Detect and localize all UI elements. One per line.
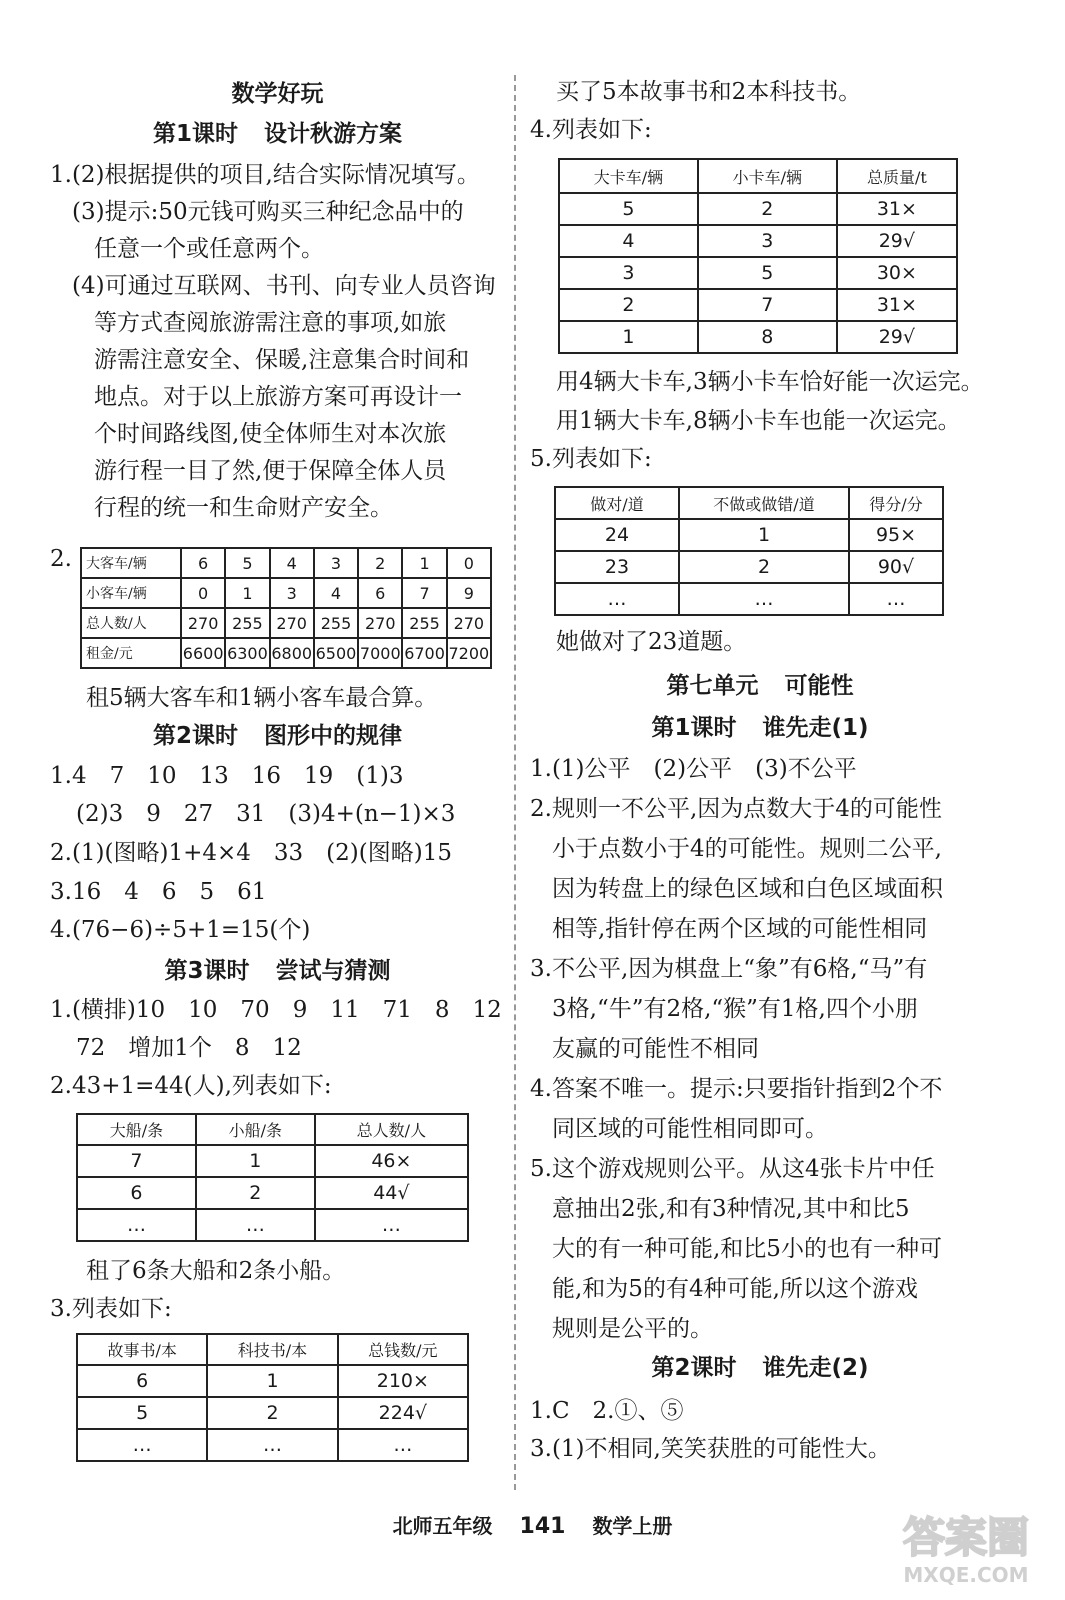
table-cell: 4 xyxy=(270,548,314,578)
lesson-name: 谁先走(2) xyxy=(762,1355,869,1381)
table-cell: 2 xyxy=(698,193,837,225)
table-cell: 1 xyxy=(559,321,698,353)
table-cell: 7 xyxy=(698,289,837,321)
table-cell: 29√ xyxy=(837,321,957,353)
table-row xyxy=(77,1429,468,1461)
watermark-logo xyxy=(880,1500,1055,1590)
lesson-name: 尝试与猜测 xyxy=(275,958,391,984)
table-header-cell: 总人数/人 xyxy=(315,1114,468,1145)
table-cell: 5 xyxy=(698,257,837,289)
table-cell: 90√ xyxy=(849,551,943,583)
table-cell: 270 xyxy=(358,608,402,638)
text-line: 行程的统一和生命财产安全。 xyxy=(94,495,393,521)
text-line: 规则是公平的。 xyxy=(552,1316,713,1342)
text-line: 4.答案不唯一。提示:只要指针指到2个不 xyxy=(530,1076,943,1102)
table-row xyxy=(77,1365,468,1397)
text-line: 1.C 2.①、⑤ xyxy=(530,1398,684,1424)
table-header-row xyxy=(559,159,957,193)
text-line: 意抽出2张,和有3种情况,其中和比5 xyxy=(552,1196,910,1222)
table-cell: 24 xyxy=(555,519,679,551)
question-label: 5.列表如下: xyxy=(530,446,652,472)
table-row xyxy=(81,608,491,638)
bus-table xyxy=(80,547,492,669)
table-cell: 6700 xyxy=(402,638,446,668)
table-header-cell: 故事书/本 xyxy=(77,1334,207,1365)
lesson-label: 第3课时 xyxy=(164,958,250,984)
table-cell: 3 xyxy=(698,225,837,257)
question-label: 3.列表如下: xyxy=(50,1296,172,1322)
table-cell: 租金/元 xyxy=(81,638,181,668)
text-line: 用4辆大卡车,3辆小卡车恰好能一次运完。 xyxy=(556,369,984,395)
text-line: 大的有一种可能,和比5小的也有一种可 xyxy=(552,1236,942,1262)
lesson-heading xyxy=(50,720,505,752)
lesson-label: 第1课时 xyxy=(152,121,238,147)
watermark-url: MXQE.COM xyxy=(903,1563,1029,1587)
text-line: 小于点数小于4的可能性。规则二公平, xyxy=(552,836,942,862)
table-cell: … xyxy=(338,1429,468,1461)
watermark-text: 答案圈 xyxy=(902,1513,1030,1562)
table-header-row xyxy=(77,1334,468,1365)
text-line: 2.规则一不公平,因为点数大于4的可能性 xyxy=(530,796,942,822)
table-cell: 总人数/人 xyxy=(81,608,181,638)
table-cell: 6500 xyxy=(314,638,358,668)
table-cell: 255 xyxy=(314,608,358,638)
table-cell: 9 xyxy=(447,578,491,608)
text-line: 3.16 4 6 5 61 xyxy=(50,879,267,905)
table-cell: 210× xyxy=(338,1365,468,1397)
table-cell: 95× xyxy=(849,519,943,551)
table-cell: 46× xyxy=(315,1145,468,1177)
table-cell: 2 xyxy=(679,551,849,583)
table-row xyxy=(555,583,943,615)
text-line: 买了5本故事书和2本科技书。 xyxy=(556,79,862,105)
table-row xyxy=(559,289,957,321)
table-header-cell: 不做或做错/道 xyxy=(679,487,849,519)
text-line: 等方式查阅旅游需注意的事项,如旅 xyxy=(94,310,447,336)
text-line: 她做对了23道题。 xyxy=(556,629,747,655)
text-line: 1.(1)公平 (2)公平 (3)不公平 xyxy=(530,756,857,782)
lesson-label: 第1课时 xyxy=(651,715,737,741)
table-row xyxy=(555,551,943,583)
table-cell: … xyxy=(849,583,943,615)
table-cell: 6600 xyxy=(181,638,225,668)
text-line: 2.(1)(图略)1+4×4 33 (2)(图略)15 xyxy=(50,840,452,866)
table-cell: 255 xyxy=(225,608,269,638)
table-cell: 3 xyxy=(559,257,698,289)
table-cell: 3 xyxy=(314,548,358,578)
table-cell: 2 xyxy=(196,1177,315,1209)
unit-label: 第七单元 xyxy=(666,673,759,699)
question-label: 4.列表如下: xyxy=(530,117,652,143)
text-line: (4)可通过互联网、书刊、向专业人员咨询 xyxy=(72,273,496,299)
column-divider xyxy=(514,75,516,1490)
text-line: 能,和为5的有4种可能,所以这个游戏 xyxy=(552,1276,918,1302)
table-cell: … xyxy=(679,583,849,615)
table-row xyxy=(77,1145,468,1177)
section-title: 数学好玩 xyxy=(231,81,324,107)
footer-grade: 北师五年级 xyxy=(392,1514,493,1538)
table-cell: 255 xyxy=(402,608,446,638)
table-header-cell: 大卡车/辆 xyxy=(559,159,698,193)
table-cell: 5 xyxy=(559,193,698,225)
text-line: 5.这个游戏规则公平。从这4张卡片中任 xyxy=(530,1156,935,1182)
question-label: 2. xyxy=(50,546,72,572)
table-row xyxy=(559,257,957,289)
boat-table xyxy=(76,1113,469,1242)
table-cell: … xyxy=(315,1209,468,1241)
table-cell: 4 xyxy=(559,225,698,257)
table-cell: 2 xyxy=(358,548,402,578)
table-cell: 2 xyxy=(207,1397,337,1429)
lesson-name: 谁先走(1) xyxy=(762,715,869,741)
table-cell: 6800 xyxy=(270,638,314,668)
table-cell: 7000 xyxy=(358,638,402,668)
table-row xyxy=(555,519,943,551)
unit-heading xyxy=(530,670,990,702)
table-cell: 6300 xyxy=(225,638,269,668)
table-row xyxy=(77,1177,468,1209)
table-row xyxy=(559,225,957,257)
text-line: 4.(76−6)÷5+1=15(个) xyxy=(50,917,311,943)
text-line: 1.(横排)10 10 70 9 11 71 8 12 xyxy=(50,997,502,1023)
page-number: 141 xyxy=(519,1514,566,1539)
text-line: 用1辆大卡车,8辆小卡车也能一次运完。 xyxy=(556,408,961,434)
table-cell: 0 xyxy=(447,548,491,578)
text-line: 游行程一目了然,便于保障全体人员 xyxy=(94,458,447,484)
table-cell: 7 xyxy=(402,578,446,608)
table-cell: 大客车/辆 xyxy=(81,548,181,578)
table-cell: 270 xyxy=(447,608,491,638)
text-line: 个时间路线图,使全体师生对本次旅 xyxy=(94,421,447,447)
text-line: 同区域的可能性相同即可。 xyxy=(552,1116,828,1142)
table-cell: 小客车/辆 xyxy=(81,578,181,608)
table-cell: 1 xyxy=(402,548,446,578)
text-line: 友赢的可能性不相同 xyxy=(552,1036,759,1062)
table-header-cell: 科技书/本 xyxy=(207,1334,337,1365)
table-cell: 270 xyxy=(181,608,225,638)
lesson-heading xyxy=(530,1352,990,1384)
text-line: 地点。对于以上旅游方案可再设计一 xyxy=(94,384,462,410)
lesson-label: 第2课时 xyxy=(651,1355,737,1381)
table-cell: 1 xyxy=(196,1145,315,1177)
table-cell: 8 xyxy=(698,321,837,353)
text-line: 游需注意安全、保暖,注意集合时间和 xyxy=(94,347,470,373)
table-cell: 23 xyxy=(555,551,679,583)
lesson-heading xyxy=(50,955,505,987)
table-header-cell: 小船/条 xyxy=(196,1114,315,1145)
table-row xyxy=(81,638,491,668)
score-table xyxy=(554,486,944,616)
table-cell: 6 xyxy=(181,548,225,578)
text-line: 2.43+1=44(人),列表如下: xyxy=(50,1073,332,1099)
lesson-heading xyxy=(50,118,505,150)
text-line: (2)3 9 27 31 (3)4+(n−1)×3 xyxy=(76,801,456,827)
table-cell: … xyxy=(77,1209,196,1241)
lesson-name: 图形中的规律 xyxy=(264,723,402,749)
table-cell: 4 xyxy=(314,578,358,608)
table-cell: 3 xyxy=(270,578,314,608)
table-cell: 6 xyxy=(77,1365,207,1397)
table-header-cell: 做对/道 xyxy=(555,487,679,519)
table-cell: 7 xyxy=(77,1145,196,1177)
table-cell: 5 xyxy=(77,1397,207,1429)
table-cell: … xyxy=(555,583,679,615)
table-cell: 1 xyxy=(225,578,269,608)
lesson-label: 第2课时 xyxy=(152,723,238,749)
table-cell: 270 xyxy=(270,608,314,638)
table-cell: 6 xyxy=(77,1177,196,1209)
text-line: (3)提示:50元钱可购买三种纪念品中的 xyxy=(72,199,464,225)
table-cell: … xyxy=(207,1429,337,1461)
text-line: 3.不公平,因为棋盘上“象”有6格,“马”有 xyxy=(530,956,928,982)
table-header-cell: 小卡车/辆 xyxy=(698,159,837,193)
table-cell: 31× xyxy=(837,193,957,225)
text-line: 3.(1)不相同,笑笑获胜的可能性大。 xyxy=(530,1436,891,1462)
table-row xyxy=(77,1397,468,1429)
lesson-heading xyxy=(530,712,990,744)
table-cell: 0 xyxy=(181,578,225,608)
table-row xyxy=(77,1209,468,1241)
table-cell: 1 xyxy=(207,1365,337,1397)
text-line: 任意一个或任意两个。 xyxy=(94,236,324,262)
table-cell: 224√ xyxy=(338,1397,468,1429)
table-row xyxy=(559,193,957,225)
table-cell: 31× xyxy=(837,289,957,321)
text-line: 1.(2)根据提供的项目,结合实际情况填写。 xyxy=(50,162,480,188)
table-row xyxy=(81,548,491,578)
table-header-row xyxy=(555,487,943,519)
text-line: 相等,指针停在两个区域的可能性相同 xyxy=(552,916,928,942)
truck-table xyxy=(558,158,958,354)
table-header-cell: 总质量/t xyxy=(837,159,957,193)
text-line: 72 增加1个 8 12 xyxy=(76,1035,302,1061)
unit-name: 可能性 xyxy=(784,673,854,699)
table-cell: 7200 xyxy=(447,638,491,668)
text-line: 因为转盘上的绿色区域和白色区域面积 xyxy=(552,876,943,902)
book-table xyxy=(76,1333,469,1462)
text-line: 1.4 7 10 13 16 19 (1)3 xyxy=(50,763,404,789)
table-header-cell: 总钱数/元 xyxy=(338,1334,468,1365)
footer-subject: 数学上册 xyxy=(592,1514,673,1538)
table-header-cell: 大船/条 xyxy=(77,1114,196,1145)
text-line: 3格,“牛”有2格,“猴”有1格,四个小朋 xyxy=(552,996,918,1022)
table-cell: 30× xyxy=(837,257,957,289)
table-cell: … xyxy=(77,1429,207,1461)
table-cell: 5 xyxy=(225,548,269,578)
table-header-cell: 得分/分 xyxy=(849,487,943,519)
text-line: 租了6条大船和2条小船。 xyxy=(86,1258,346,1284)
table-row xyxy=(559,321,957,353)
table-cell: 44√ xyxy=(315,1177,468,1209)
table-row xyxy=(81,578,491,608)
table-cell: 29√ xyxy=(837,225,957,257)
table-cell: 1 xyxy=(679,519,849,551)
table-cell: … xyxy=(196,1209,315,1241)
table-header-row xyxy=(77,1114,468,1145)
text-line: 租5辆大客车和1辆小客车最合算。 xyxy=(86,685,438,711)
lesson-name: 设计秋游方案 xyxy=(264,121,402,147)
table-cell: 6 xyxy=(358,578,402,608)
table-cell: 2 xyxy=(559,289,698,321)
